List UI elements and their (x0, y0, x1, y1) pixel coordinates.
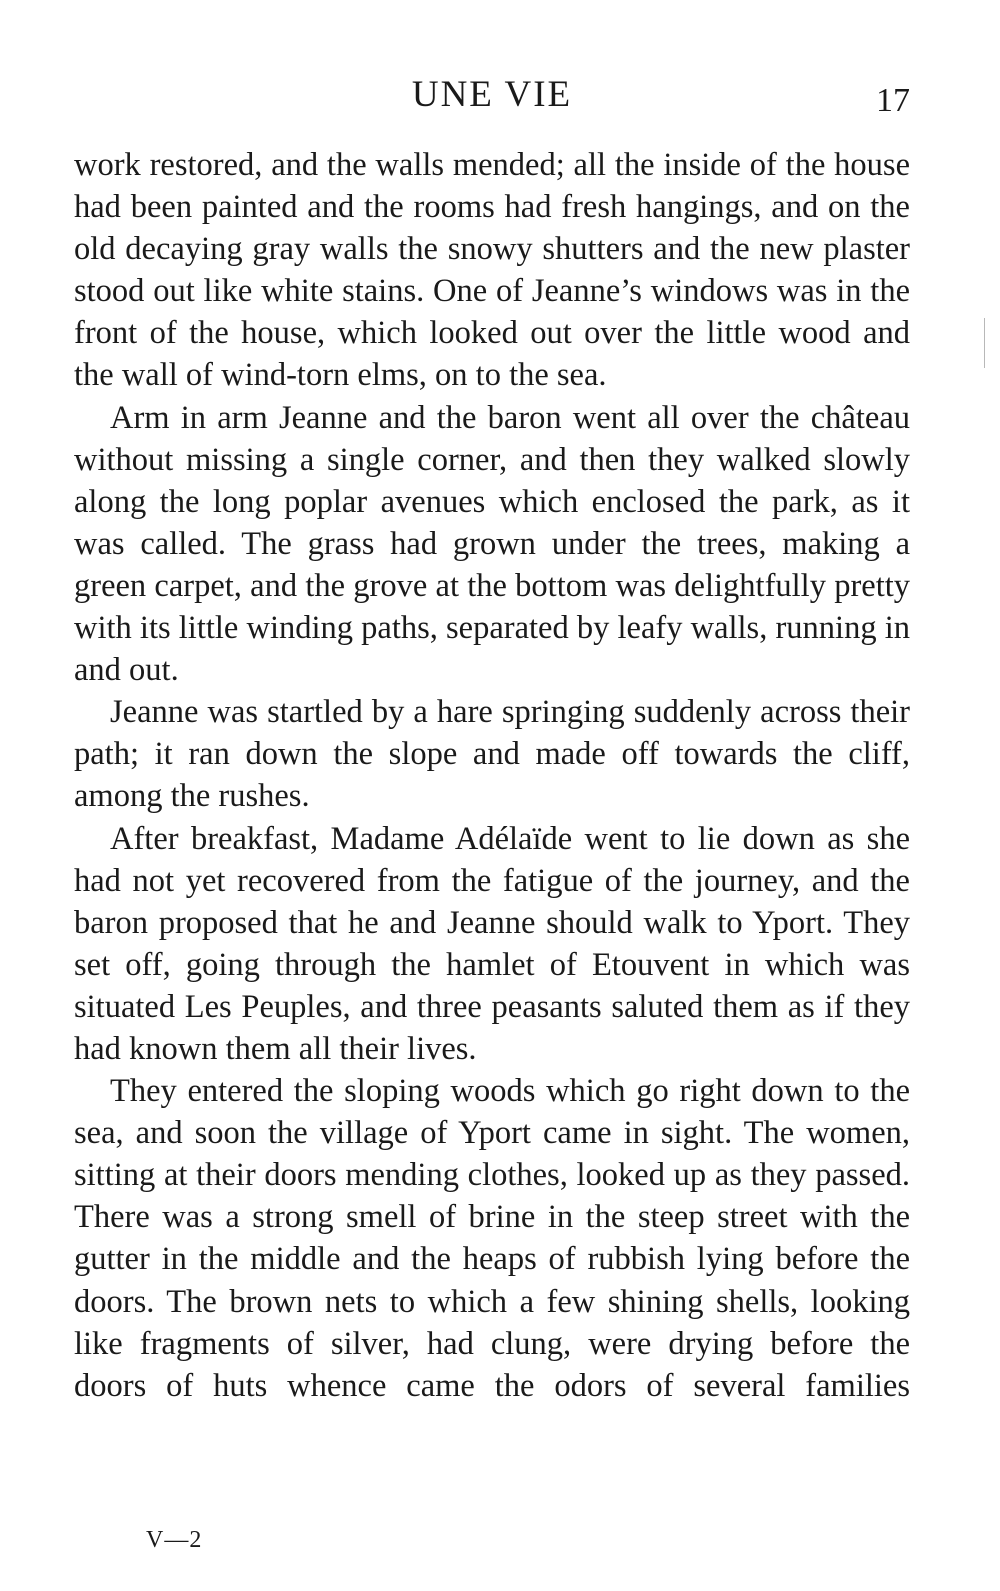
page-header (74, 70, 910, 120)
paragraph-4: After breakfast, Madame Adélaïde went to lie down as she had not yet recovered from the fatigue of the journey, and the baron proposed that he and Jeanne should walk to Yport. They set off, going through the hamlet of Etouvent in which was situated Les Peuples, and three peasants saluted them as if they had known them all their lives. (74, 820, 910, 1067)
paragraph-2: Arm in arm Jeanne and the baron went all over the château without missing a single corner, and then they walked slowly along the long poplar avenues which enclosed the park, as it was called. The grass had grown under the trees, making a green carpet, and the grove at the bottom was delightfully pretty with its little winding paths, separated by leafy walls, running in and out. (74, 399, 910, 689)
body-text (74, 144, 910, 1407)
paragraph-1: work restored, and the walls mended; all the inside of the house had been painted and the rooms had fresh hangings, and on the old decaying gray walls the snowy shutters and the new plaster stood out like white stains. One of Jeanne’s windows was in the front of the house, which looked out over the little wood and the wall of wind-torn elms, on to the sea. (74, 147, 910, 394)
paragraph-3: Jeanne was startled by a hare springing suddenly across their path; it ran down the slope and made off towards the cliff, among the rushes. (74, 694, 910, 815)
margin-mark (984, 318, 985, 368)
page-number: 17 (876, 82, 910, 119)
paragraph-5: They entered the sloping woods which go right down to the sea, and soon the village of Yport came in sight. The women, sitting at their doors mending clothes, looked up as they passed. There was a strong smell of brine in the steep street with the gutter in the middle and the heaps of rubbish lying before the doors. The brown nets to which a few shining shells, looking like fragments of silver, had clung, were drying before the doors of huts whence came the odors of several families (74, 1073, 910, 1404)
running-title: UNE VIE (411, 74, 573, 115)
printer-signature: V—2 (146, 1527, 203, 1553)
